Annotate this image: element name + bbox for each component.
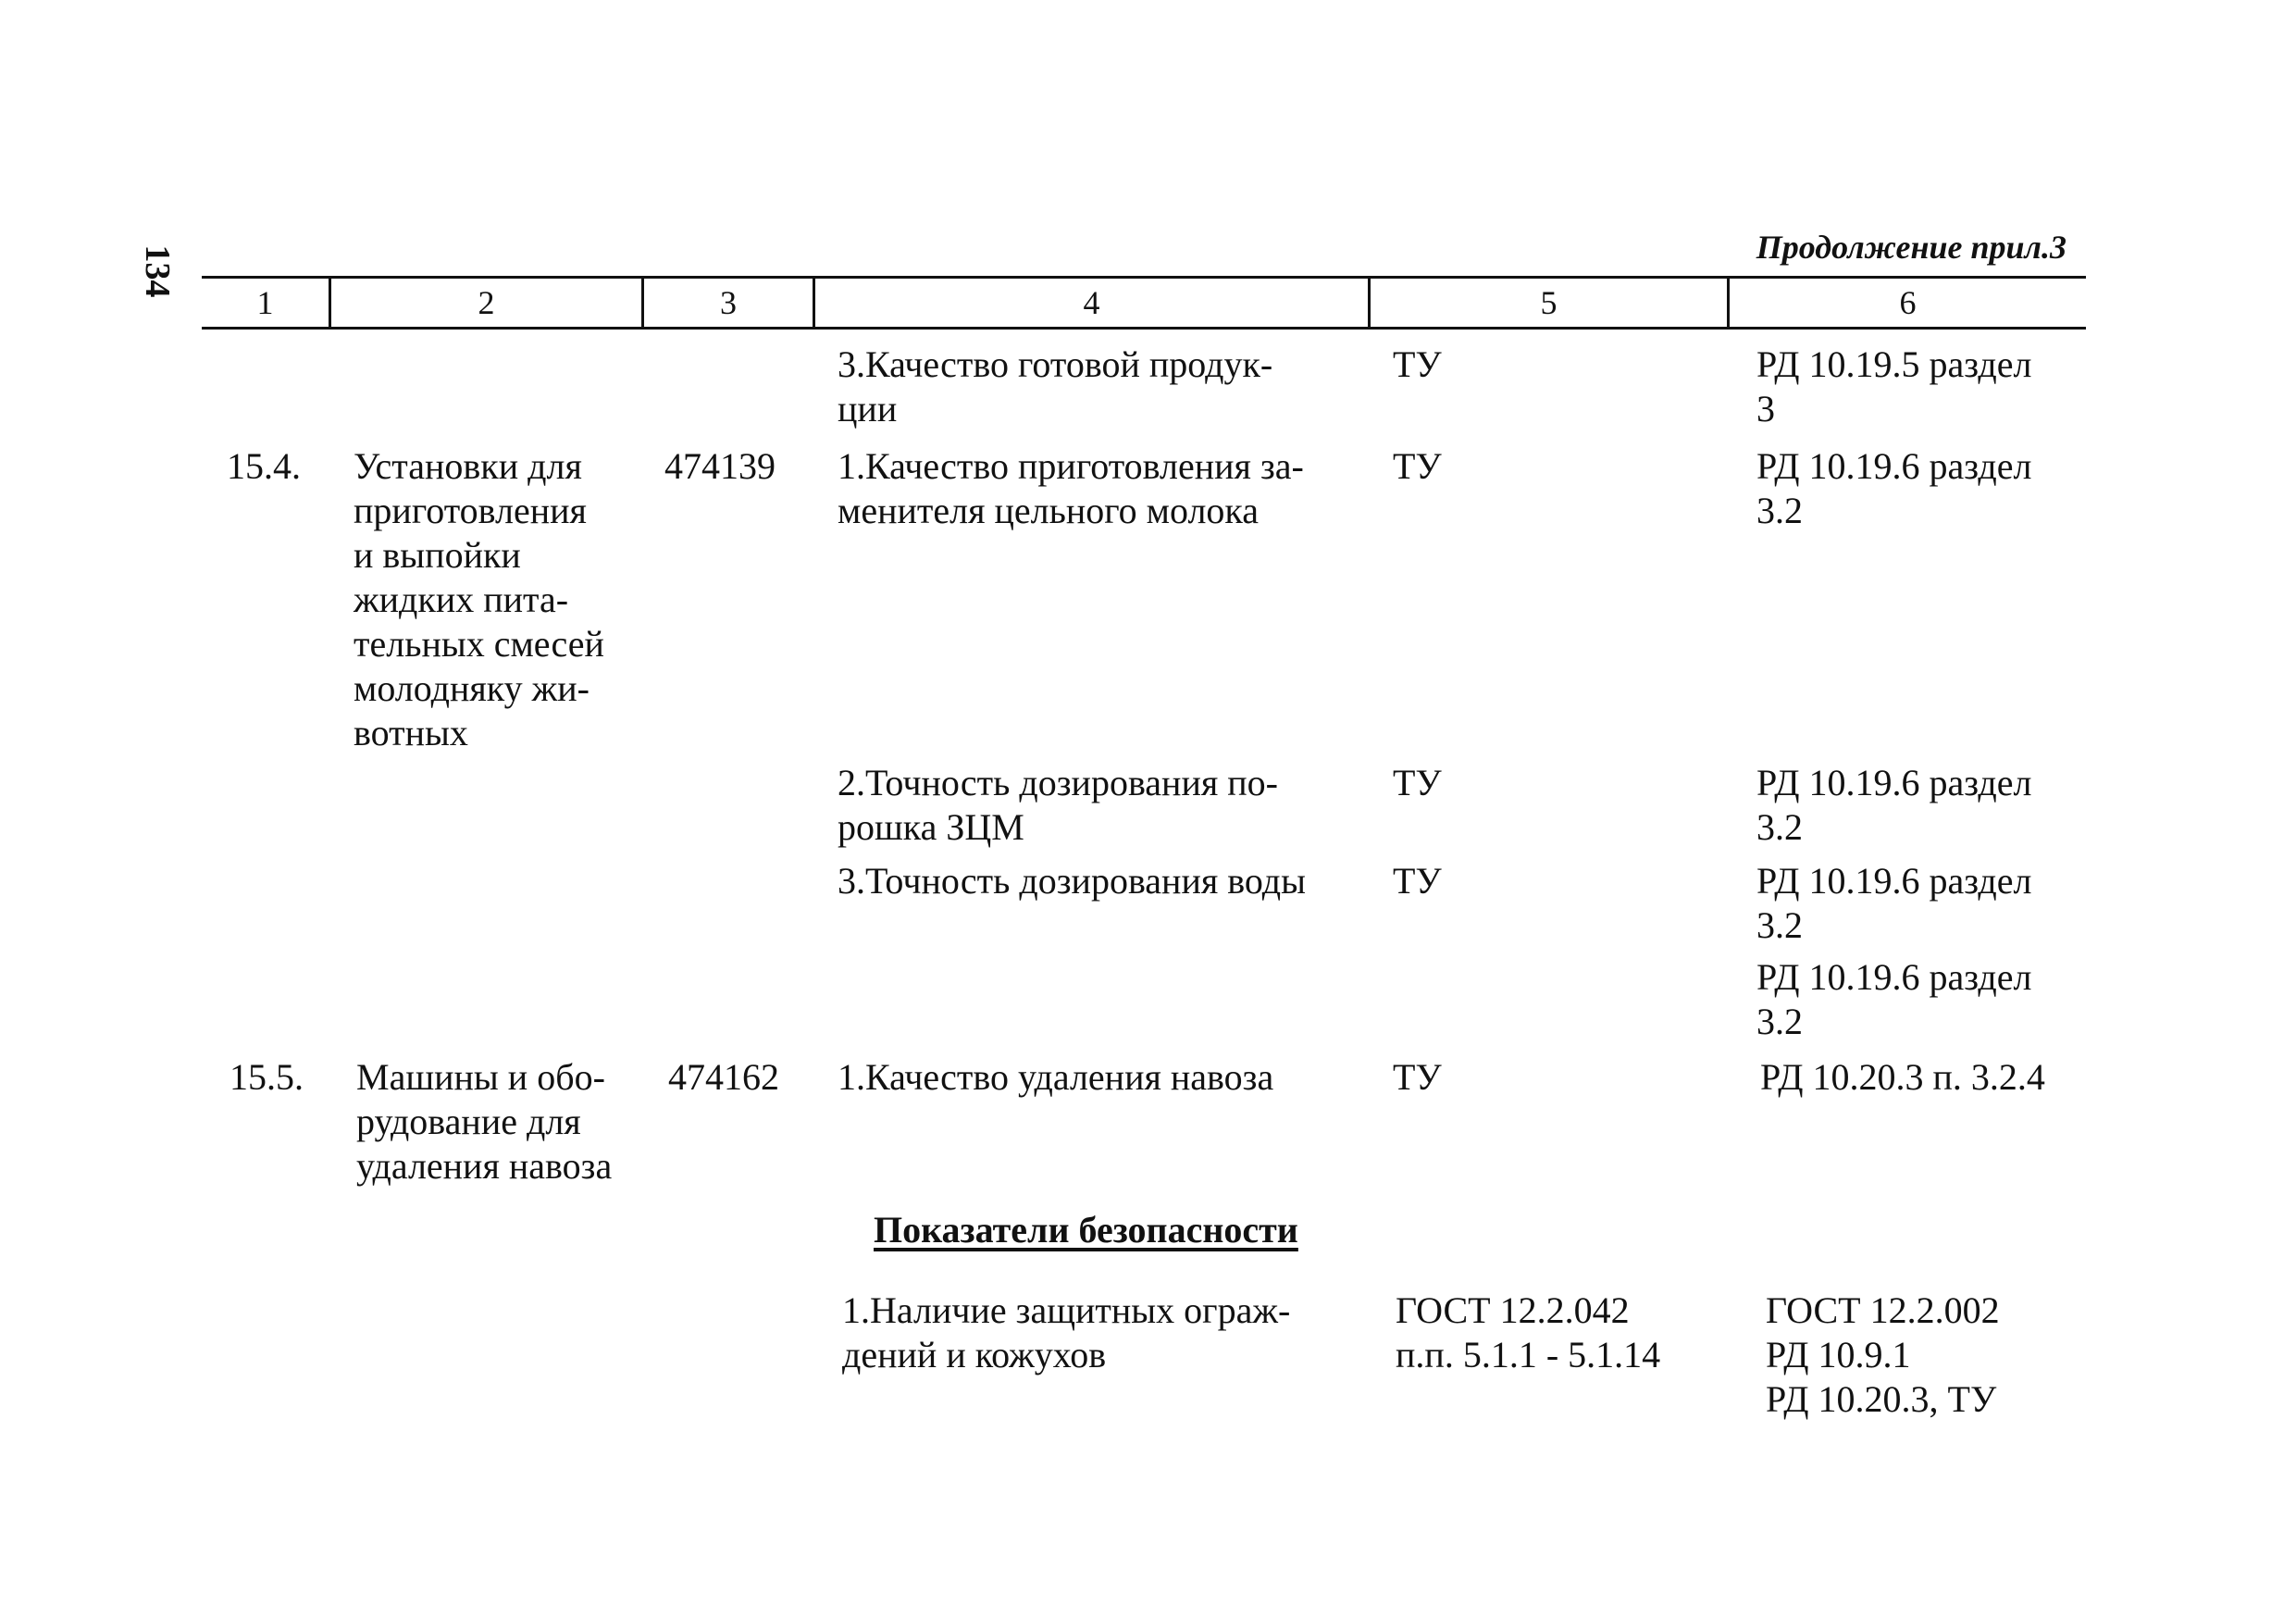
indicator-cell: 1.Качество приготовления за- менителя цельного молока <box>838 445 1304 531</box>
column-header-3: 3 <box>720 284 737 321</box>
column-header-6: 6 <box>1899 284 1917 321</box>
indicator-cell: 2.Точность дозирования по- рошка ЗЦМ <box>838 762 1278 848</box>
document-cell: РД 10.19.6 раздел 3.2 <box>1756 956 2032 1042</box>
document-cell: РД 10.19.6 раздел 3.2 <box>1756 860 2032 946</box>
indicator-cell: 3.Точность дозирования воды <box>838 860 1306 902</box>
indicator-cell: 3.Качество готовой продук- ции <box>838 343 1273 429</box>
method-cell: ТУ <box>1393 762 1442 803</box>
item-code-cell: 474162 <box>668 1056 779 1098</box>
method-cell: ТУ <box>1393 1056 1442 1098</box>
column-header-4: 4 <box>1083 284 1100 321</box>
document-cell: ГОСТ 12.2.002 РД 10.9.1 РД 10.20.3, ТУ <box>1766 1289 2000 1420</box>
column-header-2: 2 <box>478 284 495 321</box>
indicator-cell: 1.Качество удаления навоза <box>838 1056 1274 1098</box>
item-number-cell: 15.4. <box>227 445 301 487</box>
document-cell: РД 10.19.6 раздел 3.2 <box>1756 445 2032 531</box>
column-header-row <box>202 276 2086 330</box>
document-cell: РД 10.19.6 раздел 3.2 <box>1756 762 2032 848</box>
item-name-cell: Машины и обо- рудование для удаления навоза <box>356 1056 613 1187</box>
section-title: Показатели безопасности <box>874 1209 1298 1251</box>
item-code-cell: 474139 <box>664 445 776 487</box>
method-cell: ТУ <box>1393 860 1442 902</box>
method-cell: ТУ <box>1393 445 1442 487</box>
column-header-5: 5 <box>1540 284 1558 321</box>
document-cell: РД 10.20.3 п. 3.2.4 <box>1760 1056 2045 1098</box>
method-cell: ТУ <box>1393 343 1442 385</box>
indicator-cell: 1.Наличие защитных ограж- дений и кожухов <box>842 1289 1291 1375</box>
continuation-label: Продолжение прил.3 <box>1756 229 2066 266</box>
page-number: 134 <box>138 244 177 298</box>
document-cell: РД 10.19.5 раздел 3 <box>1756 343 2032 429</box>
item-number-cell: 15.5. <box>230 1056 304 1098</box>
item-name-cell: Установки для приготовления и выпойки жидких пита- тельных смесей молодняку жи- вотных <box>354 445 604 753</box>
method-cell: ГОСТ 12.2.042 п.п. 5.1.1 - 5.1.14 <box>1396 1289 1661 1375</box>
column-header-1: 1 <box>256 284 274 321</box>
